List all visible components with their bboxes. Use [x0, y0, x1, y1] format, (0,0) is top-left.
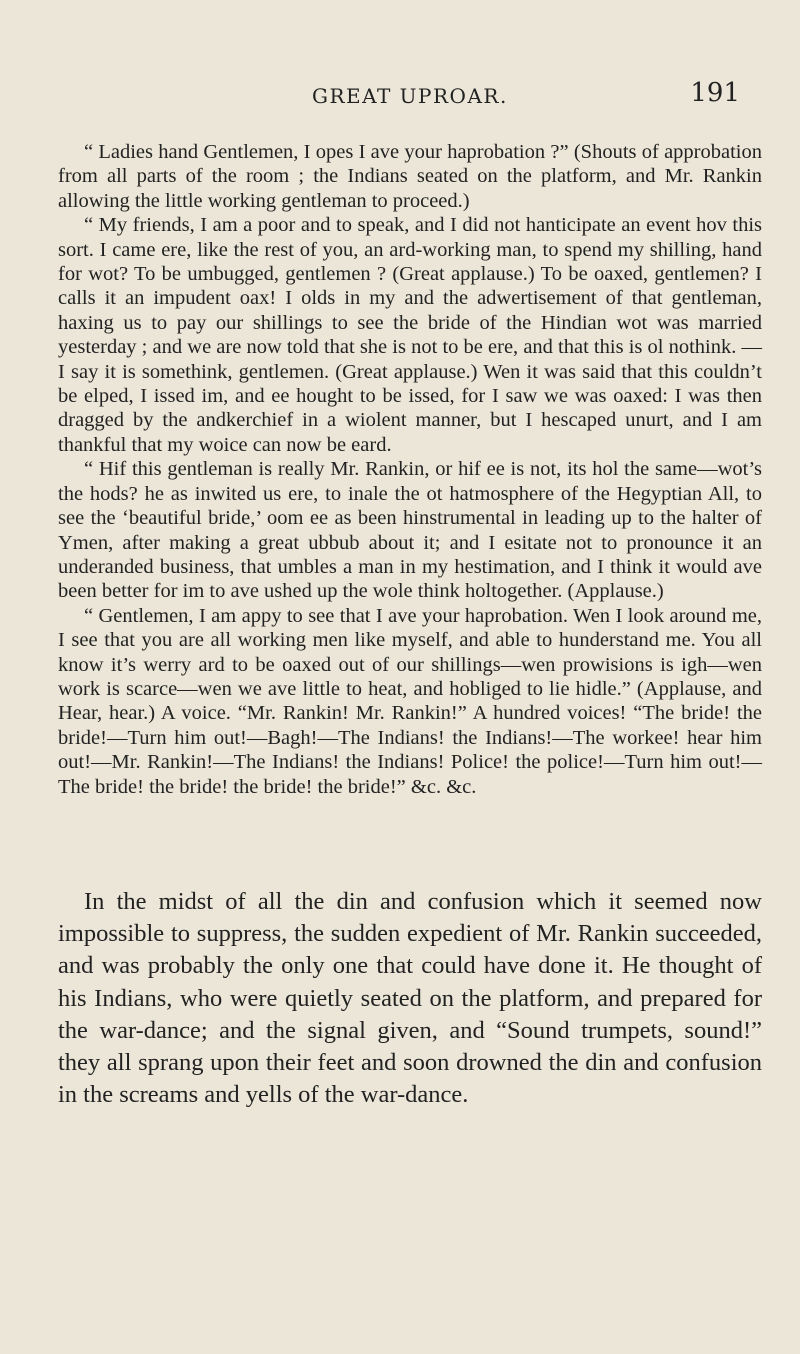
- page-number: 191: [690, 78, 740, 108]
- page-header: [100, 78, 760, 114]
- speech-paragraph: “ My friends, I am a poor and to speak, and I did not hanticipate an event hov this sort. I came ere, like the rest of you, an ard-working man, to spend my shilling, hand for wot? To be umbugged, gentlemen ? (Great applause.) To be oaxed, gentlemen? I calls it an impudent oax! I olds in my and the adwertisement of that gentleman, haxing us to pay our shillings to see the bride of the Hindian wot was married yesterday ; and we are now told that she is not to be ere, and that this is ol nothink. —I say it is somethink, gentlemen. (Great applause.) Wen it was said that this couldn’t be elped, I issed im, and ee hought to be issed, for I saw we was oaxed: I was then dragged by the andkerchief in a wiolent manner, but I hescaped unurt, and I am thankful that my woice can now be eard.: [58, 214, 762, 456]
- narrative-paragraph: In the midst of all the din and confusion which it seemed now impossible to suppress, the sudden expedient of Mr. Rankin succeeded, and was probably the only one that could have done it. He thought of his Indians, who were quietly seated on the platform, and prepared for the war-dance; and the signal given, and “Sound trumpets, sound!” they all sprang upon their feet and soon drowned the din and confusion in the screams and yells of the war-dance.: [58, 888, 762, 1109]
- running-head: GREAT UPROAR.: [312, 84, 508, 108]
- speech-paragraph: “ Hif this gentleman is really Mr. Rankin, or hif ee is not, its hol the same—wot’s the hods? he as inwited us ere, to inale the ot hatmosphere of the Hegyptian All, to see the ‘beautiful bride,’ oom ee as been hinstrumental in leading up to the halter of Ymen, after making a great ubbub about it; and I esitate not to pronounce it an underanded business, that umbles a man in my hestimation, and I think it would ave been better for im to ave ushed up the wole think holtogether. (Applause.): [58, 458, 762, 603]
- narrative-section: [58, 886, 762, 1111]
- speech-paragraph: “ Gentlemen, I am appy to see that I ave your haprobation. Wen I look around me, I see that you are all working men like myself, and able to hunderstand me. You all know it’s werry ard to be oaxed out of our shillings—wen prowisions is igh—wen work is scarce—wen we ave little to heat, and hobliged to lie hidle.” (Applause, and Hear, hear.) A voice. “Mr. Rankin! Mr. Rankin!” A hundred voices! “The bride! the bride!—Turn him out!—Bagh!—The Indians! the Indians!—The workee! hear him out!—Mr. Rankin!—The Indians! the Indians! Police! the police!—Turn him out!—The bride! the bride! the bride! the bride!” &c. &c.: [58, 604, 762, 798]
- speech-section: [58, 140, 762, 799]
- speech-paragraph: “ Ladies hand Gentlemen, I opes I ave your haprobation ?” (Shouts of approbation from all parts of the room ; the Indians seated on the platform, and Mr. Rankin allowing the little working gentleman to proceed.): [58, 141, 762, 212]
